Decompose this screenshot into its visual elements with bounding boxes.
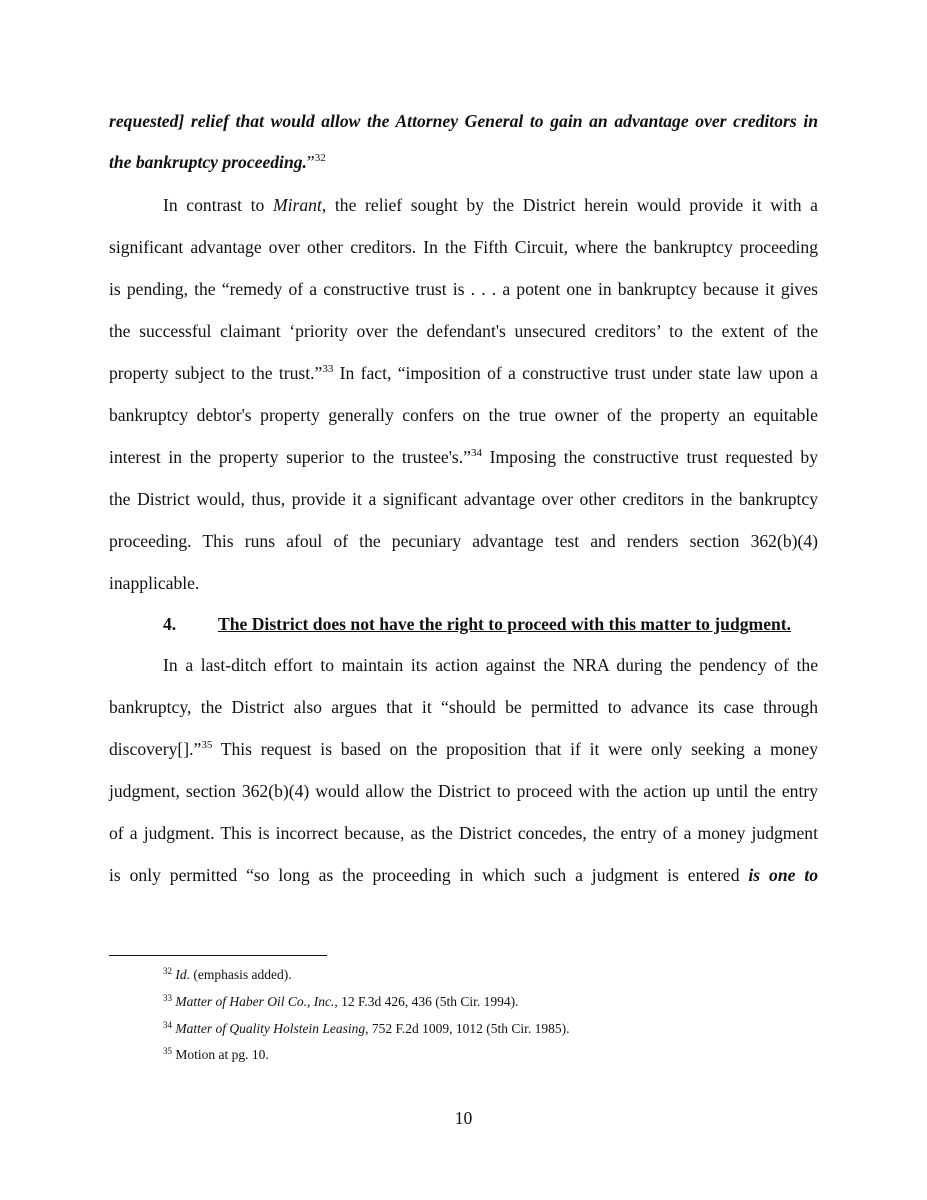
body-line: requested] relief that would allow the Attorney General to gain an advantage over creditors in [109,111,818,131]
body-line: of a judgment. This is incorrect because, as the District concedes, the entry of a money judgment [109,823,818,843]
body-line: discovery[].”$^{35}$ This request is based on the proposition that if it were only seeking a money [109,739,818,759]
section-number: 4. [163,614,177,634]
body-line: judgment, section 362(b)(4) would allow the District to proceed with the action up until the entry [109,781,818,801]
footnote-ref[interactable]: 35 [201,739,213,751]
footnote-separator [109,955,327,956]
body-line: proceeding. This runs afoul of the pecuniary advantage test and renders section 362(b)(4) [109,531,818,551]
page-number: 10 [454,1108,473,1128]
body-line: interest in the property superior to the trustee's.”$^{34}$ Imposing the constructive trust requested by [109,447,819,467]
body-line: is only permitted “so long as the proceeding in which such a judgment is entered is one to [109,865,818,885]
body-line: the successful claimant ‘priority over the defendant's unsecured creditors’ to the extent of the [109,321,818,341]
paragraph-line: In a last-ditch effort to maintain its action against the NRA during the pendency of the [163,655,818,675]
footnote-ref[interactable]: 34 [470,447,482,459]
body-line: the bankruptcy proceeding.”$^{32}$ [109,152,326,172]
footnote: $^{32}$ Id. (emphasis added). [163,966,292,982]
body-line: inapplicable. [109,573,200,593]
body-line: property subject to the trust.”$^{33}$ In fact, “imposition of a constructive trust under state law upon a [109,363,818,383]
body-line: bankruptcy, the District also argues that it “should be permitted to advance its case through [109,697,818,717]
section-heading: The District does not have the right to proceed with this matter to judgment. [218,614,792,634]
body-line: bankruptcy debtor's property generally confers on the true owner of the property an equitable [109,405,818,425]
footnote-ref[interactable]: 33 [322,363,334,375]
footnote-ref[interactable]: 32 [314,152,326,164]
paragraph-line: In contrast to Mirant, the relief sought by the District herein would provide it with a [163,195,818,215]
footnote: $^{33}$ Matter of Haber Oil Co., Inc., 12 F.3d 426, 436 (5th Cir. 1994). [163,993,519,1009]
footnote: $^{35}$ Motion at pg. 10. [163,1046,269,1062]
footnote: $^{34}$ Matter of Quality Holstein Leasing, 752 F.2d 1009, 1012 (5th Cir. 1985). [163,1020,570,1036]
body-line: is pending, the “remedy of a constructive trust is . . . a potent one in bankruptcy because it gives [109,279,818,299]
body-line: the District would, thus, provide it a significant advantage over other creditors in the bankruptcy [109,489,818,509]
body-line: significant advantage over other creditors. In the Fifth Circuit, where the bankruptcy proceeding [109,237,818,257]
